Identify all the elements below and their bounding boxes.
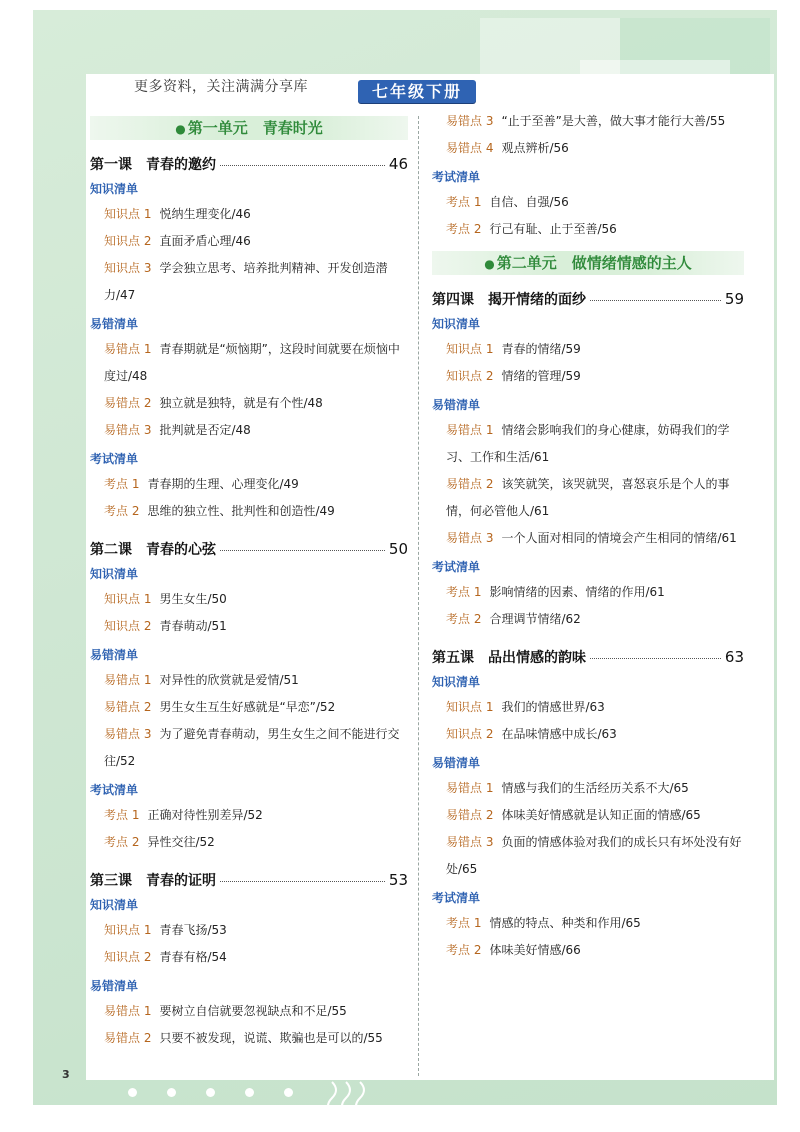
toc-item-tag: 易错点 3 [446, 114, 494, 128]
toc-item [432, 216, 744, 243]
unit-title: 第二单元 做情绪情感的主人 [496, 254, 692, 272]
toc-item-text: 要树立自信就要忽视缺点和不足/55 [159, 1004, 347, 1018]
page-number: 3 [62, 1068, 70, 1081]
toc-item [90, 613, 408, 640]
toc-item-text: “止于至善”是大善，做大事才能行大善/55 [501, 114, 726, 128]
footer-dot [245, 1088, 254, 1097]
toc-item [90, 917, 408, 944]
toc-item-text: 青春飞扬/53 [159, 923, 227, 937]
toc-item-text: 男生女生/50 [159, 592, 227, 606]
toc-item [90, 498, 408, 525]
toc-item-text: 我们的情感世界/63 [501, 700, 605, 714]
toc-item-tag: 考点 1 [446, 916, 482, 930]
toc-item [432, 525, 744, 552]
footer-dot [284, 1088, 293, 1097]
lesson-entry [90, 154, 408, 174]
dot-leader [220, 165, 385, 166]
toc-item-text: 对异性的欣赏就是爱情/51 [159, 673, 299, 687]
toc-item-text: 悦纳生理变化/46 [159, 207, 251, 221]
lesson-entry [90, 539, 408, 559]
section-heading: 易错清单 [432, 756, 481, 770]
section-heading: 知识清单 [432, 317, 481, 331]
toc-item-tag: 易错点 1 [104, 673, 152, 687]
lesson-page-number: 63 [724, 648, 744, 666]
section-heading: 知识清单 [432, 675, 481, 689]
toc-item [432, 937, 744, 964]
dot-leader [590, 658, 721, 659]
toc-item-tag: 易错点 1 [446, 781, 494, 795]
toc-item-tag: 易错点 3 [446, 531, 494, 545]
section-heading: 易错清单 [90, 317, 139, 331]
dot-leader [220, 881, 385, 882]
toc-item-tag: 考点 1 [104, 477, 140, 491]
left-column [90, 108, 408, 1052]
toc-item-tag: 易错点 3 [446, 835, 494, 849]
toc-item-tag: 知识点 1 [104, 592, 152, 606]
toc-item-text: 自信、自强/56 [489, 195, 569, 209]
toc-item-text: 观点辨析/56 [501, 141, 569, 155]
toc-item-text: 一个人面对相同的情境会产生相同的情绪/61 [501, 531, 737, 545]
toc-item-tag: 易错点 2 [104, 396, 152, 410]
toc-item [432, 135, 744, 162]
toc-item [90, 1025, 408, 1052]
footer-dot [206, 1088, 215, 1097]
toc-item [432, 363, 744, 390]
toc-item [432, 606, 744, 633]
unit-title: 第一单元 青春时光 [187, 119, 323, 137]
section-heading: 知识清单 [90, 898, 139, 912]
toc-item [90, 667, 408, 694]
toc-item [90, 586, 408, 613]
toc-item [432, 721, 744, 748]
toc-item-tag: 知识点 1 [446, 342, 494, 356]
toc-item-text: 独立就是独特，就是有个性/48 [159, 396, 323, 410]
section-heading: 易错清单 [90, 979, 139, 993]
toc-item-tag: 知识点 2 [104, 950, 152, 964]
toc-item [90, 390, 408, 417]
toc-item-text: 青春期就是“烦恼期”，这段时间就要在烦恼中度过/48 [104, 342, 400, 383]
toc-item-text: 正确对待性别差异/52 [147, 808, 263, 822]
toc-item [432, 775, 744, 802]
toc-item [432, 910, 744, 937]
lesson-title: 第五课 品出情感的韵味 [432, 650, 586, 666]
toc-item-text: 体味美好情感/66 [489, 943, 581, 957]
bullet-icon: ● [175, 122, 186, 136]
toc-item [432, 694, 744, 721]
toc-item-tag: 知识点 1 [104, 923, 152, 937]
toc-item-tag: 考点 1 [104, 808, 140, 822]
toc-item-text: 为了避免青春萌动，男生女生之间不能进行交往/52 [104, 727, 400, 768]
footer-dots [128, 1088, 293, 1097]
toc-item [432, 189, 744, 216]
toc-item-tag: 易错点 2 [446, 477, 494, 491]
grade-tag: 七年级下册 [358, 80, 476, 103]
header-note: 更多资料，关注满满分享库 [134, 79, 308, 95]
toc-item-tag: 易错点 1 [104, 1004, 152, 1018]
toc-item-text: 青春萌动/51 [159, 619, 227, 633]
column-divider [418, 116, 419, 1076]
toc-item [432, 108, 744, 135]
toc-item-text: 直面矛盾心理/46 [159, 234, 251, 248]
lesson-title: 第四课 揭开情绪的面纱 [432, 292, 586, 308]
section-heading: 考试清单 [432, 170, 481, 184]
toc-item-text: 青春的情绪/59 [501, 342, 581, 356]
toc-item [90, 471, 408, 498]
toc-item-text: 青春有格/54 [159, 950, 227, 964]
section-heading: 考试清单 [432, 891, 481, 905]
toc-item-text: 体味美好情感就是认知正面的情感/65 [501, 808, 701, 822]
toc-item-tag: 考点 1 [446, 585, 482, 599]
unit-banner [432, 251, 744, 275]
section-heading: 考试清单 [90, 783, 139, 797]
toc-item-text: 情感的特点、种类和作用/65 [489, 916, 641, 930]
toc-item-tag: 考点 2 [446, 612, 482, 626]
section-heading: 考试清单 [432, 560, 481, 574]
toc-item-text: 思维的独立性、批判性和创造性/49 [147, 504, 335, 518]
toc-item [90, 336, 408, 390]
toc-item-text: 学会独立思考、培养批判精神、开发创造潜力/47 [104, 261, 388, 302]
toc-item-tag: 知识点 2 [104, 234, 152, 248]
toc-item-text: 男生女生互生好感就是“早恋”/52 [159, 700, 336, 714]
dot-leader [220, 550, 385, 551]
toc-item [90, 829, 408, 856]
toc-item-tag: 易错点 2 [104, 1031, 152, 1045]
toc-item-tag: 易错点 1 [104, 342, 152, 356]
toc-item-text: 异性交往/52 [147, 835, 215, 849]
toc-item-tag: 考点 1 [446, 195, 482, 209]
toc-item-text: 该笑就笑，该哭就哭，喜怒哀乐是个人的事情，何必管他人/61 [446, 477, 730, 518]
section-heading: 知识清单 [90, 182, 139, 196]
toc-item-tag: 知识点 2 [446, 727, 494, 741]
toc-item-tag: 易错点 2 [446, 808, 494, 822]
lesson-title: 第一课 青春的邀约 [90, 157, 216, 173]
toc-item-tag: 知识点 1 [446, 700, 494, 714]
toc-item [90, 998, 408, 1025]
toc-item [90, 944, 408, 971]
toc-item-text: 批判就是否定/48 [159, 423, 251, 437]
lesson-entry [432, 289, 744, 309]
toc-item-text: 只要不被发现，说谎、欺骗也是可以的/55 [159, 1031, 383, 1045]
dot-leader [590, 300, 721, 301]
footer-dot [128, 1088, 137, 1097]
toc-item-tag: 考点 2 [446, 943, 482, 957]
lesson-page-number: 59 [724, 290, 744, 308]
section-heading: 易错清单 [432, 398, 481, 412]
toc-item [432, 802, 744, 829]
unit-banner [90, 116, 408, 140]
lesson-title: 第二课 青春的心弦 [90, 542, 216, 558]
toc-item [90, 201, 408, 228]
toc-item-tag: 知识点 2 [446, 369, 494, 383]
toc-item-tag: 易错点 3 [104, 423, 152, 437]
footer-wave-icon [326, 1080, 370, 1132]
toc-item-text: 情感与我们的生活经历关系不大/65 [501, 781, 689, 795]
toc-item [432, 336, 744, 363]
lesson-page-number: 50 [388, 540, 408, 558]
toc-item [432, 471, 744, 525]
toc-item-tag: 考点 2 [104, 835, 140, 849]
right-column [432, 108, 744, 964]
lesson-entry [90, 870, 408, 890]
footer-dot [167, 1088, 176, 1097]
toc-item-text: 在品味情感中成长/63 [501, 727, 617, 741]
toc-item-text: 情绪的管理/59 [501, 369, 581, 383]
toc-item [90, 228, 408, 255]
toc-item [432, 829, 744, 883]
toc-item-text: 影响情绪的因素、情绪的作用/61 [489, 585, 665, 599]
toc-item [432, 579, 744, 606]
toc-item-text: 情绪会影响我们的身心健康，妨碍我们的学习、工作和生活/61 [446, 423, 730, 464]
bullet-icon: ● [484, 257, 495, 271]
lesson-title: 第三课 青春的证明 [90, 873, 216, 889]
section-heading: 考试清单 [90, 452, 139, 466]
toc-item [90, 255, 408, 309]
toc-item-text: 青春期的生理、心理变化/49 [147, 477, 299, 491]
toc-item [90, 721, 408, 775]
section-heading: 知识清单 [90, 567, 139, 581]
lesson-page-number: 46 [388, 155, 408, 173]
toc-item-tag: 易错点 4 [446, 141, 494, 155]
toc-item-tag: 易错点 1 [446, 423, 494, 437]
lesson-entry [432, 647, 744, 667]
toc-item-tag: 知识点 2 [104, 619, 152, 633]
toc-item-tag: 考点 2 [104, 504, 140, 518]
toc-item-tag: 易错点 3 [104, 727, 152, 741]
toc-item-text: 合理调节情绪/62 [489, 612, 581, 626]
toc-item [90, 802, 408, 829]
toc-item-tag: 知识点 1 [104, 207, 152, 221]
section-heading: 易错清单 [90, 648, 139, 662]
lesson-page-number: 53 [388, 871, 408, 889]
toc-item-tag: 知识点 3 [104, 261, 152, 275]
toc-item-text: 负面的情感体验对我们的成长只有坏处没有好处/65 [446, 835, 742, 876]
toc-item-text: 行己有耻、止于至善/56 [489, 222, 617, 236]
toc-item [90, 694, 408, 721]
toc-item [90, 417, 408, 444]
toc-item [432, 417, 744, 471]
toc-item-tag: 易错点 2 [104, 700, 152, 714]
toc-item-tag: 考点 2 [446, 222, 482, 236]
